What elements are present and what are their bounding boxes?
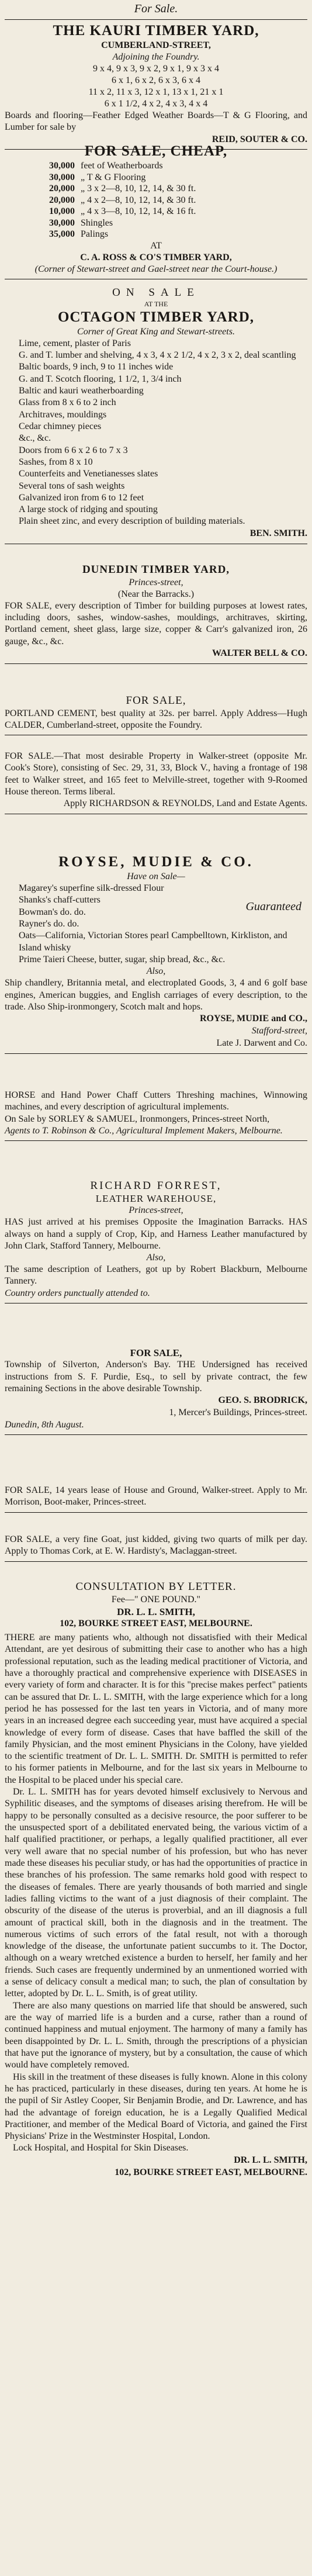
goods-line: Prime Taieri Cheese, butter, sugar, ship bread, &c., &c.	[19, 954, 226, 964]
stock-line: Plain sheet zinc, and every description of building materials.	[19, 516, 245, 527]
guaranteed-label: Guaranteed	[245, 900, 301, 913]
stock-line: Several tons of sash weights	[19, 480, 125, 491]
column-heading	[5, 0, 307, 23]
goods-line: Bowman's do. do.	[19, 907, 86, 917]
ad-body: FOR SALE, 14 years lease of House and Ground, Walker-street. Apply to Mr. Morrison, Boot-maker, Princes-street.	[5, 1485, 307, 1507]
stock-line: Galvanized iron from 6 to 12 feet	[19, 492, 144, 503]
goods-line: Shanks's chaff-cutters	[19, 895, 100, 905]
ad-body: HAS just arrived at his premises Opposite the Imagination Barracks. HAS always on hand a supply of Crop, Kip, and Harness Leather manufactured by John Clark, Stafford Tannery, Melbourne.	[5, 1217, 307, 1251]
paragraph: His skill in the treatment of these diseases is fully known. Alone in this colony he has practiced, particularly in these diseases, during ten years. At home he is the pupil of Sir Astley Cooper, Sir Benjamin Brodie, and Dr. Lawrence, and has had the advantage of foreign education, he is a Legally Qualified Medical Practitioner, and member of the Medical Board of Victoria, and gained the First Physicians' Prize in the Westminster Hospital, London.	[5, 2072, 307, 2142]
stock-line: Doors from 6 6 x 2 6 to 7 x 3	[19, 445, 128, 455]
ad-address: Corner of Great King and Stewart-streets.	[77, 326, 235, 337]
stock-line: Architraves, mouldings	[19, 409, 107, 420]
stock-row: 30,000 „ T & G Flooring	[49, 172, 146, 182]
ad-name: DR. L. L. SMITH,	[117, 1606, 195, 1617]
ad-street: CUMBERLAND-STREET,	[101, 40, 211, 50]
stock-line: Baltic boards, 9 inch, 9 to 11 inches wide	[19, 362, 174, 372]
ad-body-2: The same description of Leathers, got up by Robert Blackburn, Melbourne Tannery.	[5, 1264, 307, 1287]
size-line: 6 x 1, 6 x 2, 6 x 3, 6 x 4	[112, 75, 200, 85]
ad-address: (Corner of Stewart-street and Gael-street near the Court-house.)	[34, 264, 278, 274]
ad-silverton-township	[5, 1347, 307, 1482]
goods-line: Magarey's superfine silk-dressed Flour	[19, 883, 164, 893]
stock-line: Glass from 8 x 6 to 2 inch	[19, 397, 116, 408]
column-title: For Sale.	[134, 2, 178, 15]
stock-line: Sashes, from 8 x 10	[19, 457, 93, 467]
divider	[5, 1140, 307, 1141]
stock-row: 30,000 Shingles	[49, 217, 113, 228]
ad-signature: DR. L. L. SMITH,	[234, 2155, 307, 2165]
ad-body: FOR SALE.—That most desirable Property in Walker-street (opposite Mr. Cook's Store), consisting of Sec. 29, 31, 33, Block V., having a frontage of 198 feet to Walker street, and 165 feet to Melville-street, together with 9-Roomed House thereon. Terms liberal.	[5, 751, 307, 797]
ad-richard-forrest	[5, 1180, 307, 1344]
stock-line: A large stock of ridging and spouting	[19, 504, 158, 515]
goods-line: Oats—California, Victorian Stores pearl Campbelltown, Kirkliston, and Island whisky	[19, 931, 287, 953]
ad-body: Boards and flooring—Feather Edged Weather Boards—T & G Flooring, and Lumber for sale by	[5, 110, 307, 133]
ad-street: Princes-street,	[129, 577, 183, 587]
size-line: 6 x 1 1/2, 4 x 2, 4 x 3, 4 x 4	[104, 99, 208, 109]
stock-row: 30,000 feet of Weatherboards	[49, 161, 163, 171]
ad-date: Dunedin, 8th August.	[5, 1419, 84, 1430]
ad-heading: ON SALE	[112, 286, 200, 299]
stock-line: Baltic and kauri weatherboarding	[19, 386, 144, 396]
ad-orders: Country orders punctually attended to.	[5, 1288, 150, 1298]
ad-walker-street-property	[5, 751, 307, 851]
ad-firm: ROYSE, MUDIE and CO.,	[199, 1014, 307, 1024]
ad-title: FOR SALE,	[130, 1347, 182, 1358]
stock-line: Lime, cement, plaster of Paris	[19, 338, 131, 348]
ad-title: FOR SALE, CHEAP,	[84, 143, 228, 159]
ad-title: THE KAURI TIMBER YARD,	[53, 23, 259, 39]
ad-address: 102, BOURKE STREET EAST, MELBOURNE.	[60, 1619, 252, 1629]
ad-signature: BEN. SMITH.	[249, 528, 307, 538]
ad-title: DUNEDIN TIMBER YARD,	[82, 563, 230, 576]
ad-title: ROYSE, MUDIE & CO.	[58, 854, 254, 870]
ad-also: Also,	[146, 1253, 166, 1263]
divider	[5, 1434, 307, 1435]
ad-ross-timber	[5, 143, 307, 283]
ad-subtitle: Adjoining the Foundry.	[112, 52, 200, 62]
ad-signature: WALTER BELL & CO.	[212, 648, 307, 659]
stock-row: 20,000 „ 4 x 2—8, 10, 12, 14, & 30 ft.	[49, 195, 196, 205]
ad-title: FOR SALE,	[126, 694, 186, 707]
stock-row: 10,000 „ 4 x 3—8, 10, 12, 14, & 16 ft.	[49, 206, 196, 217]
ad-body: HORSE and Hand Power Chaff Cutters Threshing machines, Winnowing machines, and every description of agricultural implements.	[5, 1090, 307, 1112]
paragraph: There are also many questions on married life that should be answered, such are the way of married life is a burden and a curse, rather than a round of continued happiness and mutual enjoyment. The harmony of many a family has been disappointed by Dr. L. L. Smith, through the prescriptions of a physician that have put the ignorance of mystery, but by a consultation, the cause of which would have completely removed.	[5, 2000, 307, 2070]
ad-body: Township of Silverton, Anderson's Bay. THE Undersigned has received instructions from S. F. Purdie, Esq., to sell by private contract, the few remaining Sections in the above desirable Township.	[5, 1360, 307, 1394]
ad-title: RICHARD FORREST,	[90, 1180, 222, 1192]
divider	[5, 1561, 307, 1562]
stock-line: Counterfeits and Venetianesses slates	[19, 469, 158, 479]
goods-line: Rayner's do. do.	[19, 918, 79, 929]
ad-agents: Agents to T. Robinson & Co., Agricultural Implement Makers, Melbourne.	[5, 1125, 283, 1136]
ad-kauri-timber-yard	[5, 22, 307, 144]
goods-list	[5, 883, 307, 1013]
stock-line: G. and T. Scotch flooring, 1 1/2, 1, 3/4 inch	[19, 374, 182, 384]
ad-body: FOR SALE, every description of Timber for building purposes at lowest rates, including doors, sashes, window-sashes, mouldings, architraves, skirting, Portland cement, sheet glass, large size, copper & Carr's galvanized iron, 26 gauge, &c., &c.	[5, 600, 307, 646]
ad-street: Stafford-street,	[251, 1025, 307, 1036]
stock-line: G. and T. lumber and shelving, 4 x 3, 4 x 2 1/2, 4 x 2, 3 x 2, deal scantling	[19, 350, 296, 361]
ad-address: 1, Mercer's Buildings, Princes-street.	[169, 1407, 307, 1417]
ad-firm: GEO. S. BRODRICK,	[218, 1395, 307, 1406]
ad-firm: On Sale by SORLEY & SAMUEL, Ironmongers, Princes-street North,	[5, 1114, 270, 1124]
ad-dunedin-timber-yard	[5, 563, 307, 692]
stock-line: Cedar chimney pieces	[19, 421, 102, 431]
ad-title: CONSULTATION BY LETTER.	[75, 1581, 237, 1593]
ad-title: OCTAGON TIMBER YARD,	[57, 309, 254, 325]
ad-octagon-timber-yard	[5, 286, 307, 561]
ad-firm: C. A. ROSS & CO'S TIMBER YARD,	[80, 252, 232, 262]
ad-house-lease	[5, 1485, 307, 1531]
divider	[5, 19, 307, 20]
divider	[5, 663, 307, 664]
ad-subtitle: LEATHER WAREHOUSE,	[95, 1192, 217, 1204]
ad-at: AT	[150, 240, 162, 251]
ad-signature-address: 102, BOURKE STREET EAST, MELBOURNE.	[115, 2167, 307, 2177]
stock-row: 20,000 „ 3 x 2—8, 10, 12, 14, & 30 ft.	[49, 184, 196, 194]
ad-portland-cement	[5, 694, 307, 747]
paragraph: THERE are many patients who, although not dissatisfied with their Medical Attendant, are yet desirous of submitting their case to another who has a high professional reputation, such as the leading medical practitioner of Victoria, and have a thoroughly practical and comprehensive experience with DISEASES in every variety of form and character. It is for this "precise makes perfect" patients can be assured that Dr. L. L. SMITH, with the large experience which for a long period he has possessed for the last ten years in Victoria, and of many more years in an increased degree each succeeding year, must have acquired a special knowledge of every form of disease. Cases that have baffled the skill of the family Physician, and the most eminent Physicians in the Colony, have yielded to the scientific treatment of Dr. L. L. SMITH. Dr. SMITH is permitted to refer to his former patients in Melbourne, and for the last six years in Melbourne to the Hospital to be placed under his special care.	[5, 1633, 307, 1785]
ad-agents: Late J. Darwent and Co.	[216, 1038, 307, 1048]
ad-body: PORTLAND CEMENT, best quality at 32s. per barrel. Apply Address—Hugh CALDER, Cumberland-street, opposite the Foundry.	[5, 708, 307, 731]
ad-royse-mudie	[5, 853, 307, 1087]
goods-line: Also,	[146, 966, 166, 977]
size-line: 11 x 2, 11 x 3, 12 x 1, 13 x 1, 21 x 1	[88, 87, 224, 97]
ad-signature: REID, SOUTER & CO.	[212, 134, 307, 144]
ad-chaff-cutters	[5, 1090, 307, 1177]
stock-row: 35,000 Palings	[49, 229, 109, 240]
ad-fee: Fee—" ONE POUND."	[111, 1594, 201, 1605]
ad-goat	[5, 1534, 307, 1578]
paragraph: Dr. L. L. SMITH has for years devoted himself exclusively to Nervous and Syphilitic diseases, and the symptoms of diseases arising therefrom. He will be happy to be personally consulted as a decisive resource, the poor sufferer to be the unsuspected sport of a debilitated enervated being, the various victim of a half qualified practitioner, or perhaps, a legally qualified practitioner, all ever very well aware that no special number of his profession, but who has never made these diseases his peculiar study, or has had the opportunities of practice in these branches of his profession. The same remarks hold good with respect to the diseases of females. There are yearly thousands of both married and single ladies falling victims to the want of a just diagnosis of their complaint. The obscurity of the disease of the uterus is proverbial, and an ill diagnosis a full amount of practical skill, both in the diagnosis and in the treatment. The numerous victims of such errors of the fatal result, not with a thorough knowledge of the disease, the unfortunate patient succumbs to it. The Doctor, although on a weary wretched existence a burden to herself, her family and her friends. Such cases are frequently undermined by an unmentioned worried with a sense of delicacy consult a medical man; to such, the plan of consultation by letter, adopted by Dr. L. L. Smith, is of great utility.	[5, 1787, 307, 1999]
ad-signature: Apply RICHARDSON & REYNOLDS, Land and Estate Agents.	[63, 798, 307, 809]
ad-subtitle: Have on Sale—	[127, 872, 185, 881]
ad-subtitle: (Near the Barracks.)	[117, 589, 195, 599]
stock-line: &c., &c.	[19, 433, 51, 444]
divider	[5, 1053, 307, 1054]
ad-street: Princes-street,	[129, 1205, 183, 1216]
paragraph: Lock Hospital, and Hospital for Skin Diseases.	[13, 2143, 189, 2153]
ad-body: FOR SALE, a very fine Goat, just kidded, giving two quarts of milk per day. Apply to Thomas Cork, at E. W. Hardisty's, Maclaggan-street.	[5, 1534, 307, 1557]
goods-line: Ship chandlery, Britannia metal, and electroplated Goods, 3, 4 and 6 golf base engines, American buggies, and English carriages of every description, to the trade. Also Ship-ironmongery, Scotch malt and hops.	[5, 978, 307, 1012]
ad-at: AT THE	[144, 299, 168, 308]
divider	[5, 1512, 307, 1513]
size-line: 9 x 4, 9 x 3, 9 x 2, 9 x 1, 9 x 3 x 4	[93, 64, 219, 74]
ad-consultation-by-letter	[5, 1581, 307, 2572]
